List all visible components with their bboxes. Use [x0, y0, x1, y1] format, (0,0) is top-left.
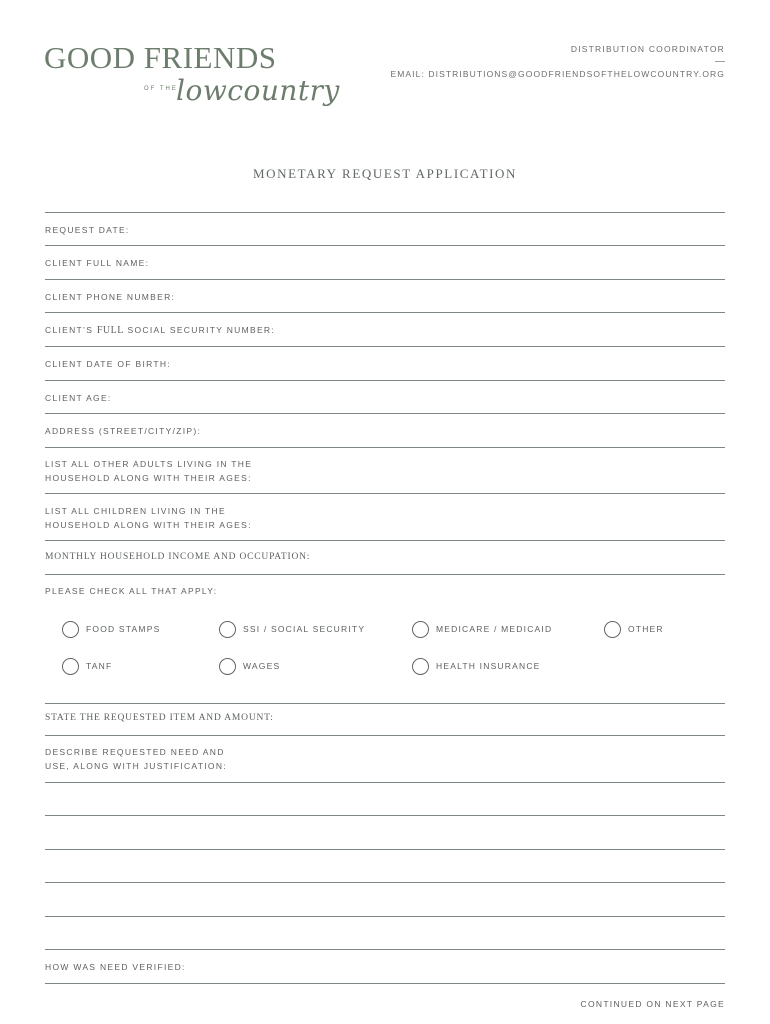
children-label-line2: HOUSEHOLD ALONG WITH THEIR AGES: [45, 519, 252, 530]
need-verified-field[interactable]: HOW WAS NEED VERIFIED: [45, 962, 186, 972]
client-age-field[interactable]: CLIENT AGE: [45, 393, 112, 403]
describe-label-line1: DESCRIBE REQUESTED NEED AND [45, 747, 225, 757]
writing-line[interactable] [45, 782, 725, 783]
ssn-label-suffix: SOCIAL SECURITY NUMBER: [123, 325, 276, 335]
checkbox-label: SSI / SOCIAL SECURITY [243, 624, 366, 634]
requested-item-field[interactable]: STATE THE REQUESTED ITEM AND AMOUNT: [45, 713, 274, 723]
divider [45, 493, 725, 494]
writing-line[interactable] [45, 882, 725, 883]
other-adults-label-line2: HOUSEHOLD ALONG WITH THEIR AGES: [45, 472, 252, 483]
divider [45, 540, 725, 541]
checkbox-other[interactable] [604, 619, 664, 639]
divider [45, 413, 725, 414]
client-ssn-field[interactable] [45, 324, 275, 338]
writing-line[interactable] [45, 815, 725, 816]
income-field[interactable]: MONTHLY HOUSEHOLD INCOME AND OCCUPATION: [45, 552, 311, 562]
continued-note: CONTINUED ON NEXT PAGE [580, 999, 725, 1009]
client-full-name-field[interactable]: CLIENT FULL NAME: [45, 258, 150, 268]
checkbox-food-stamps[interactable] [62, 619, 160, 639]
checkbox-circle[interactable] [219, 621, 236, 638]
writing-line[interactable] [45, 916, 725, 917]
checkbox-label: WAGES [243, 661, 281, 671]
checkbox-label: MEDICARE / MEDICAID [436, 624, 553, 634]
contact-divider [715, 61, 725, 62]
checkbox-label: OTHER [628, 624, 664, 634]
contact-email: EMAIL: DISTRIBUTIONS@GOODFRIENDSOFTHELOWCOUNTRY.ORG [390, 69, 725, 79]
checkbox-ssi-social-security[interactable] [219, 619, 365, 639]
request-date-field[interactable]: REQUEST DATE: [45, 225, 130, 235]
describe-label-line2: USE, ALONG WITH JUSTIFICATION: [45, 760, 227, 771]
checkbox-health-insurance[interactable] [412, 656, 541, 676]
writing-line[interactable] [45, 849, 725, 850]
divider [45, 380, 725, 381]
other-adults-field[interactable] [45, 458, 252, 485]
checkbox-wages[interactable] [219, 656, 280, 676]
checkbox-circle[interactable] [604, 621, 621, 638]
checkbox-label: TANF [86, 661, 113, 671]
divider [45, 346, 725, 347]
checkbox-label: HEALTH INSURANCE [436, 661, 541, 671]
checkbox-circle[interactable] [412, 658, 429, 675]
address-field[interactable]: ADDRESS (STREET/CITY/ZIP): [45, 426, 202, 436]
checkbox-circle[interactable] [219, 658, 236, 675]
checkbox-label: FOOD STAMPS [86, 624, 161, 634]
checkbox-tanf[interactable] [62, 656, 112, 676]
divider [45, 245, 725, 246]
client-dob-field[interactable]: CLIENT DATE OF BIRTH: [45, 359, 172, 369]
checkbox-medicare-medicaid[interactable] [412, 619, 552, 639]
organization-logo [44, 40, 340, 120]
form-title: MONETARY REQUEST APPLICATION [252, 166, 518, 181]
divider [45, 983, 725, 984]
describe-need-field[interactable] [45, 746, 227, 773]
contact-block [390, 44, 725, 79]
children-label-line1: LIST ALL CHILDREN LIVING IN THE [45, 506, 226, 516]
ssn-label-full: FULL [96, 325, 124, 336]
divider [45, 279, 725, 280]
checkbox-circle[interactable] [62, 621, 79, 638]
client-phone-field[interactable]: CLIENT PHONE NUMBER: [45, 292, 176, 302]
divider [45, 735, 725, 736]
other-adults-label-line1: LIST ALL OTHER ADULTS LIVING IN THE [45, 459, 253, 469]
checkbox-circle[interactable] [62, 658, 79, 675]
divider [45, 949, 725, 950]
divider [45, 703, 725, 704]
logo-script-text: lowcountry [176, 74, 340, 107]
ssn-label-prefix: CLIENT’S [45, 325, 97, 335]
children-field[interactable] [45, 505, 252, 532]
logo-of-the-text: OF THE [144, 86, 178, 92]
check-all-label: PLEASE CHECK ALL THAT APPLY: [45, 586, 218, 596]
divider [45, 574, 725, 575]
divider [45, 447, 725, 448]
checkbox-circle[interactable] [412, 621, 429, 638]
divider [45, 212, 725, 213]
contact-title: DISTRIBUTION COORDINATOR [570, 44, 725, 54]
logo-main-text: GOOD FRIENDS [44, 40, 277, 75]
divider [45, 312, 725, 313]
